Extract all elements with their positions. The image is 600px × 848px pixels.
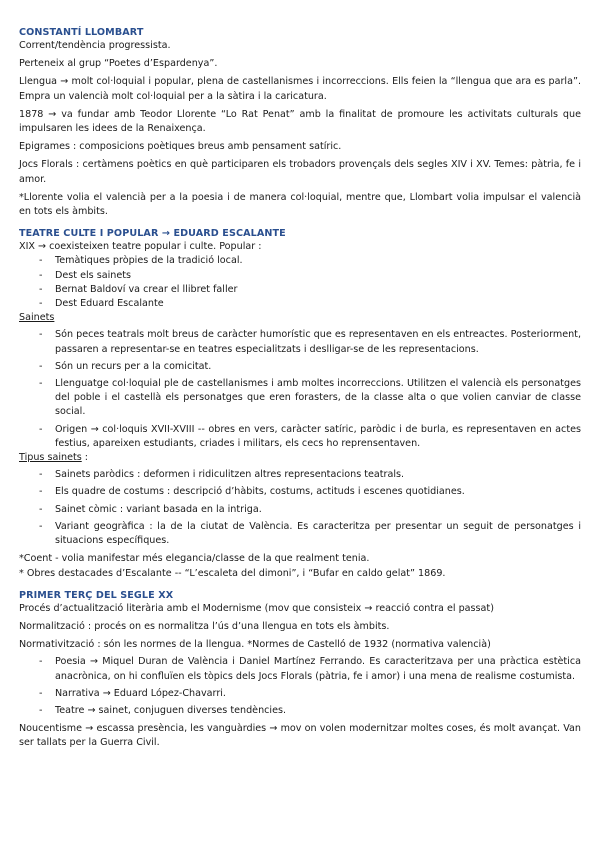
paragraph: Normativització : són les normes de la llengua. *Normes de Castelló de 1932 (normativa valencià)	[19, 639, 491, 651]
paragraph: Normalització : procés on es normalitza l’ús d’una llengua en tots els àmbits.	[19, 620, 390, 632]
section-title-primer-terc: PRIMER TERÇ DEL SEGLE XX	[19, 589, 174, 601]
popular-list	[19, 254, 581, 311]
paragraph: Noucentisme → escassa presència, les vanguàrdies → mov on volen modernitzar moltes coses, és molt avançat. Van ser tallats per la Guerra Civil.	[19, 723, 581, 749]
list-item: - Origen → col·loquis XVII-XVIII -- obres en vers, caràcter satíric, paròdic i de burla, es representaven en actes festius, apareixen estudiants, criades i militars, els cecs ho reprensentaven.	[39, 423, 581, 451]
list-item: - Dest Eduard Escalante	[39, 297, 581, 311]
paragraph: Perteneix al grup “Poetes d’Espardenya”.	[19, 58, 218, 70]
paragraph: *Llorente volia el valencià per a la poesia i de manera col·loquial, mentre que, Llombart volia impulsar el valencià en tots els àmbits.	[19, 191, 581, 218]
paragraph: Jocs Florals : certàmens poètics en què participaren els trobadors provençals dels segles XIV i XV. Temes: pàtria, fe i amor.	[19, 159, 581, 185]
paragraph: 1878 → va fundar amb Teodor Llorente “Lo Rat Penat” amb la finalitat de promoure les activitats culturals que impulsaren les idees de la Renaixença.	[19, 108, 581, 135]
list-item: - Dest els sainets	[39, 269, 581, 283]
list-item: - Llenguatge col·loquial ple de castellanismes i amb moltes incorreccions. Utilitzen el valencià els personatges del poble i el castellà els personatges que eren forasters, de la classe alta o que volien canviar de classe social.	[39, 377, 581, 420]
list-item: - Teatre → sainet, conjuguen diverses tendències.	[39, 704, 581, 718]
list-item: - Temàtiques pròpies de la tradició local.	[39, 254, 581, 268]
list-item: - Narrativa → Eduard López-Chavarri.	[39, 687, 581, 701]
section-title-teatre: TEATRE CULTE I POPULAR → EDUARD ESCALANTE	[19, 228, 286, 240]
list-item: - Els quadre de costums : descripció d’hàbits, costums, actituds i escenes quotidianes.	[39, 485, 581, 499]
list-item: - Variant geogràfica : la de la ciutat de València. Es caracteritza per presentar un seguit de personatges i situacions específiques.	[39, 520, 581, 548]
document-page	[19, 26, 581, 751]
section-title-llombart: CONSTANTÍ LLOMBART	[19, 27, 144, 38]
note: *Coent - volia manifestar més elegancia/classe de la que realment tenia.	[19, 553, 370, 565]
sainets-list	[19, 328, 581, 451]
paragraph: XIX → coexisteixen teatre popular i culte. Popular :	[19, 241, 262, 253]
note: * Obres destacades d’Escalante -- “L’escaleta del dimoni”, i “Bufar en caldo gelat” 1869.	[19, 567, 446, 579]
list-item: - Són un recurs per a la comicitat.	[39, 360, 581, 374]
paragraph: Corrent/tendència progressista.	[19, 40, 171, 51]
sainets-heading: Sainets	[19, 312, 55, 324]
paragraph: Llengua → molt col·loquial i popular, plena de castellanismes i incorreccions. Ells feien la “llengua que ara es parla”. Empra un valencià molt col·loquial per a la sàtira i la caricatura.	[19, 76, 581, 102]
list-item: - Sainets paròdics : deformen i ridiculitzen altres representacions teatrals.	[39, 468, 581, 482]
list-item: - Bernat Baldoví va crear el llibret faller	[39, 283, 581, 297]
list-item: - Poesia → Miquel Duran de València i Daniel Martínez Ferrando. Es caracteritzava per una pràctica estètica anacrònica, on hi confluïen els tòpics dels Jocs Florals (pàtria, fe i amor) i una mena de realisme costumista.	[39, 655, 581, 683]
paragraph: Procés d’actualització literària amb el Modernisme (mov que consisteix → reacció contra el passat)	[19, 602, 494, 614]
list-item: - Són peces teatrals molt breus de caràcter humorístic que es representaven en els entreactes. Posteriorment, passaren a representar-se en teatres especialitzats i deslligar-se de les representacions.	[39, 328, 581, 356]
list-item: - Sainet còmic : variant basada en la intriga.	[39, 503, 581, 517]
paragraph: Epigrames : composicions poètiques breus amb pensament satíric.	[19, 141, 342, 153]
tipus-heading: Tipus sainets :	[19, 452, 89, 464]
segle-xx-list	[19, 655, 581, 718]
tipus-list	[19, 468, 581, 548]
